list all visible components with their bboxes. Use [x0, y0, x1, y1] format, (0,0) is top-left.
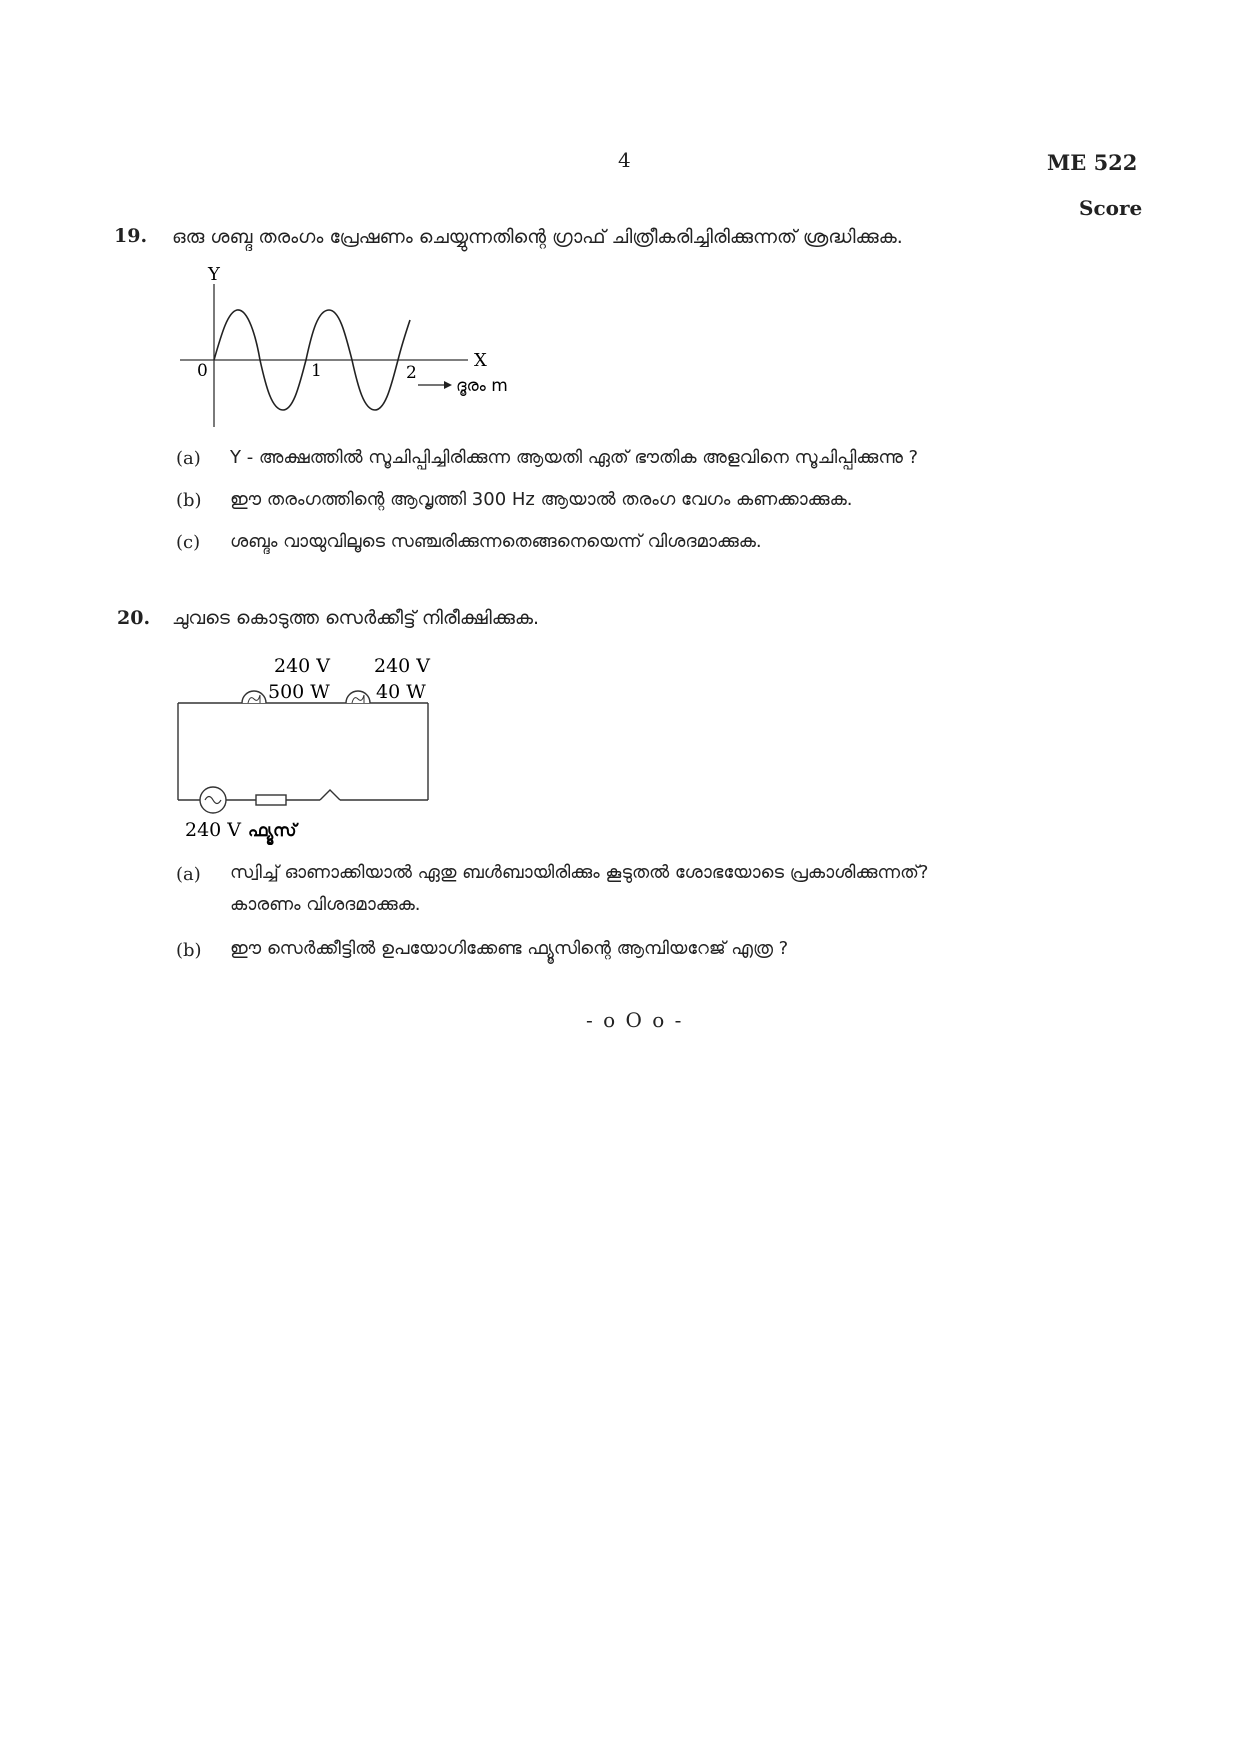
distance-arrow-head: [444, 381, 452, 389]
q20-part-a-line2: കാരണം വിശദമാക്കുക.: [230, 894, 421, 915]
q20-part-a-line1: സ്വിച്ച് ഓണാക്കിയാൽ ഏതു ബൾബായിരിക്കും കൂടുതൽ ശോഭയോടെ പ്രകാശിക്കുന്നത്?: [230, 862, 929, 883]
tick-label-1: 1: [311, 361, 322, 381]
q19-part-a-text: Y - അക്ഷത്തിൽ സൂചിപ്പിച്ചിരിക്കുന്ന ആയതി ഏത് ഭൗതിക അളവിനെ സൂചിപ്പിക്കുന്നു ?: [230, 447, 919, 468]
switch-symbol: [320, 790, 340, 800]
q19-part-c-label: (c): [176, 532, 201, 553]
q19-part-b-text: ഈ തരംഗത്തിന്റെ ആവൃത്തി 300 Hz ആയാൽ തരംഗ വേഗം കണക്കാക്കുക.: [230, 489, 853, 510]
q19-part-a-label: (a): [176, 448, 201, 469]
q20-part-a-label: (a): [176, 864, 201, 885]
question-20-number: 20.: [117, 607, 151, 629]
circuit-diagram: [170, 650, 550, 845]
fuse-symbol: [256, 795, 286, 805]
distance-label: ദൂരം m: [456, 376, 508, 396]
bulb-1: [242, 691, 266, 703]
fuse-label: ഫ്യൂസ്: [248, 821, 297, 841]
bulb1-voltage-label: 240 V: [274, 655, 331, 677]
y-axis-label: Y: [208, 264, 220, 285]
end-mark: - o O o -: [586, 1008, 684, 1032]
bulb2-power-label: 40 W: [376, 681, 426, 703]
source-voltage-label: 240 V: [185, 819, 242, 841]
q19-part-b-label: (b): [176, 490, 202, 511]
question-19-number: 19.: [114, 225, 148, 247]
wave-graph: [170, 262, 550, 437]
bulb1-power-label: 500 W: [268, 681, 330, 703]
question-19-text: ഒരു ശബ്ദ തരംഗം പ്രേഷണം ചെയ്യുന്നതിന്റെ ഗ്രാഫ് ചിത്രീകരിച്ചിരിക്കുന്നത് ശ്രദ്ധിക്കുക.: [172, 226, 903, 248]
q19-part-c-text: ശബ്ദം വായുവിലൂടെ സഞ്ചരിക്കുന്നതെങ്ങനെയെന്ന് വിശദമാക്കുക.: [230, 531, 762, 552]
bulb-2: [346, 691, 370, 703]
q20-part-b-label: (b): [176, 940, 202, 961]
paper-code: ME 522: [1047, 150, 1138, 175]
tick-label-2: 2: [406, 363, 417, 383]
question-20-text: ചുവടെ കൊടുത്ത സെർക്കീട്ട് നിരീക്ഷിക്കുക.: [172, 607, 539, 629]
ac-source: [200, 787, 226, 813]
bulb2-voltage-label: 240 V: [374, 655, 431, 677]
score-label: Score: [1079, 196, 1143, 220]
origin-label: 0: [197, 361, 208, 381]
x-axis-label: X: [474, 350, 487, 371]
q20-part-b-text: ഈ സെർക്കീട്ടിൽ ഉപയോഗിക്കേണ്ട ഫ്യൂസിന്റെ ആമ്പിയറേജ് എത്ര ?: [230, 938, 789, 959]
page-number: 4: [618, 148, 631, 172]
